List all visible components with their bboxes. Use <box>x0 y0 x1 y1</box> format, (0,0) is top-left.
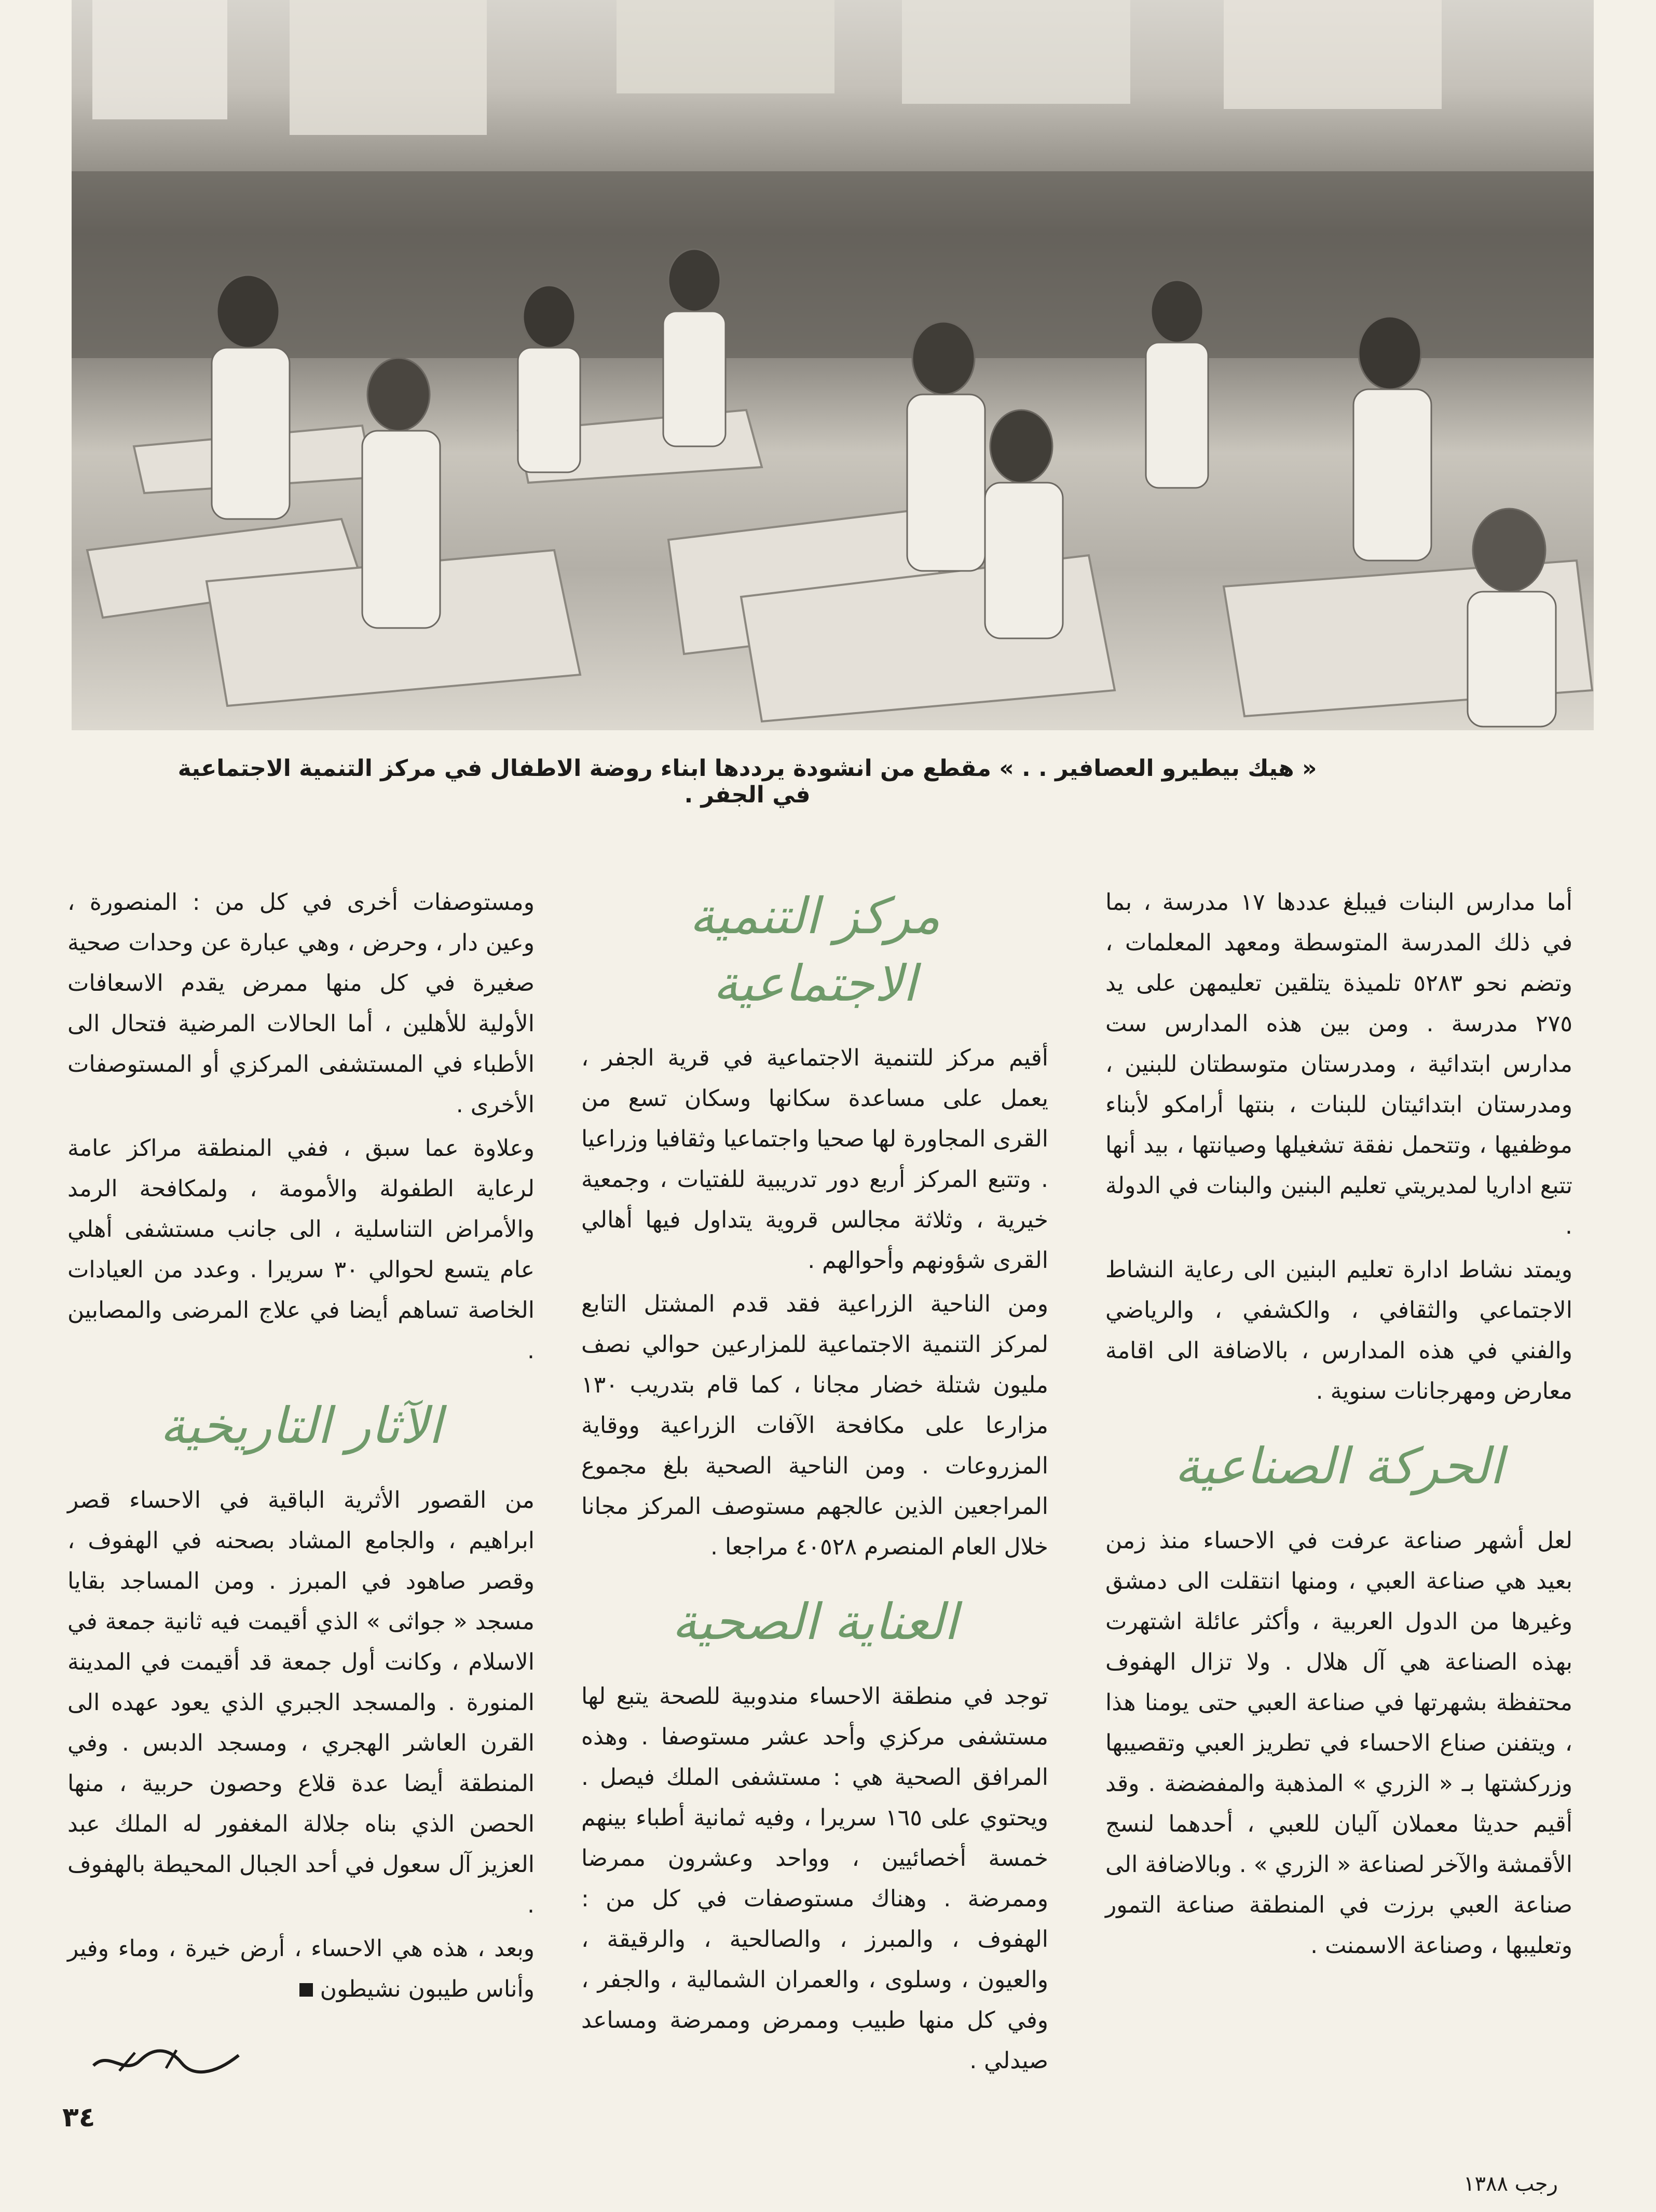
author-signature-icon <box>88 2040 244 2081</box>
issue-date: رجب ١٣٨٨ <box>1463 2172 1558 2196</box>
section-heading: الحركة الصناعية <box>1174 1437 1503 1495</box>
article-column-middle <box>581 882 1048 2084</box>
paragraph: أقيم مركز للتنمية الاجتماعية في قرية الجفر ، يعمل على مساعدة سكانها وسكان تسع من القرى المجاورة لها صحيا واجتماعيا وثقافيا وزراعيا . وتتبع المركز أربع دور تدريبية للفتيات ، وجمعية خيرية ، وثلاثة مجالس قروية يتداول فيها أهالي القرى شؤونهم وأحوالهم . <box>581 1045 1048 1274</box>
page-number: ٣٤ <box>62 2102 95 2133</box>
paragraph: وعلاوة عما سبق ، ففي المنطقة مراكز عامة لرعاية الطفولة والأمومة ، ولمكافحة الرمد والأمراض التناسلية ، الى جانب مستشفى أهلي عام يتسع لحوالي ٣٠ سريرا . وعدد من العيادات الخاصة تساهم أيضا في علاج المرضى والمصابين . <box>67 1135 535 1364</box>
photo-caption: « هيك بيطيرو العصافير . . » مقطع من انشودة يرددها ابناء روضة الاطفال في مركز التنمية الاجتماعية في الجفر . <box>177 755 1317 808</box>
paragraph: أما مدارس البنات فيبلغ عددها ١٧ مدرسة ، بما في ذلك المدرسة المتوسطة ومعهد المعلمات ، وتضم نحو ٥٢٨٣ تلميذة يتلقين تعليمهن على يد ٢٧٥ مدرسة . ومن بين هذه المدارس ست مدارس ابتدائية ، ومدرستان متوسطتان للبنين ، ومدرستان ابتدائيتان للبنات ، بنتها أرامكو لأبناء موظفيها ، وتتحمل نفقة تشغيلها وصيانتها ، بيد أنها تتبع اداريا لمديريتي تعليم البنين والبنات في الدولة . <box>1105 889 1572 1239</box>
classroom-illustration <box>72 0 1594 730</box>
section-heading: مركز التنمية الاجتماعية <box>689 887 940 1013</box>
closing-text: وبعد ، هذه هي الاحساء ، أرض خيرة ، وماء وفير وأناس طيبون نشيطون <box>67 1935 535 2002</box>
paragraph: من القصور الأثرية الباقية في الاحساء قصر ابراهيم ، والجامع المشاد بصحنه في الهفوف ، وقصر صاهود في المبرز . ومن المساجد بقايا مسجد « جواثى » الذي أقيمت فيه ثانية جمعة في الاسلام ، وكانت أول جمعة قد أقيمت في المدينة المنورة . والمسجد الجبري الذي يعود عهده الى القرن العاشر الهجري ، ومسجد الدبس . وفي المنطقة أيضا عدة قلاع وحصون حربية ، منها الحصن الذي بناه جلالة المغفور له الملك عبد العزيز آل سعول في أحد الجبال المحيطة بالهفوف . <box>67 1487 535 1918</box>
paragraph: لعل أشهر صناعة عرفت في الاحساء منذ زمن بعيد هي صناعة العبي ، ومنها انتقلت الى دمشق وغيرها من الدول العربية ، وأكثر عائلة اشتهرت بهذه الصناعة هي آل هلال . ولا تزال الهفوف محتفظة بشهرتها في صناعة العبي حتى يومنا هذا ، ويتفنن صناع الاحساء في تطريز العبي وتقصيبها وزركشتها بـ « الزري » المذهبة والمفضضة . وقد أقيم حديثا معملان آليان للعبي ، أحدهما لنسج الأقمشة والآخر لصناعة « الزري » . وبالاضافة الى صناعة العبي برزت في المنطقة صناعة التمور وتعليبها ، وصناعة الاسمنت . <box>1105 1527 1572 1959</box>
paragraph: ومستوصفات أخرى في كل من : المنصورة ، وعين دار ، وحرض ، وهي عبارة عن وحدات صحية صغيرة في كل منها ممرض يقدم الاسعافات الأولية للأهلين ، أما الحالات المرضية فتحال الى الأطباء في المستشفى المركزي أو المستوصفات الأخرى . <box>67 889 535 1118</box>
article-column-right <box>1105 882 1572 1969</box>
paragraph: ومن الناحية الزراعية فقد قدم المشتل التابع لمركز التنمية الاجتماعية للمزارعين حوالي نصف مليون شتلة خضار مجانا ، كما قام بتدريب ١٣٠ مزارعا على مكافحة الآفات الزراعية ووقاية المزروعات . ومن الناحية الصحية بلغ مجموع المراجعين الذين عالجهم مستوصف المركز مجانا خلال العام المنصرم ٤٠٥٢٨ مراجعا . <box>581 1291 1048 1560</box>
classroom-photo <box>72 0 1594 730</box>
section-heading: العناية الصحية <box>672 1593 958 1651</box>
paragraph: توجد في منطقة الاحساء مندوبية للصحة يتبع لها مستشفى مركزي وأحد عشر مستوصفا . وهذه المرافق الصحية هي : مستشفى الملك فيصل . ويحتوي على ١٦٥ سريرا ، وفيه ثمانية أطباء بينهم خمسة أخصائيين ، وواحد وعشرون ممرضا وممرضة . وهناك مستوصفات في كل من : الهفوف ، والمبرز ، والصالحية ، والرقيقة ، والعيون ، وسلوى ، والعمران الشمالية ، والجفر ، وفي كل منها طبيب وممرض وممرضة ومساعد صيدلي . <box>581 1683 1048 2074</box>
section-heading: الآثار التاريخية <box>160 1397 442 1455</box>
article-column-left <box>67 882 535 2013</box>
end-mark-icon <box>299 1983 313 1997</box>
paragraph: ويمتد نشاط ادارة تعليم البنين الى رعاية النشاط الاجتماعي والثقافي ، والكشفي ، والرياضي والفني في هذه المدارس ، بالاضافة الى اقامة معارض ومهرجانات سنوية . <box>1105 1257 1572 1404</box>
closing-paragraph <box>67 1929 535 2010</box>
